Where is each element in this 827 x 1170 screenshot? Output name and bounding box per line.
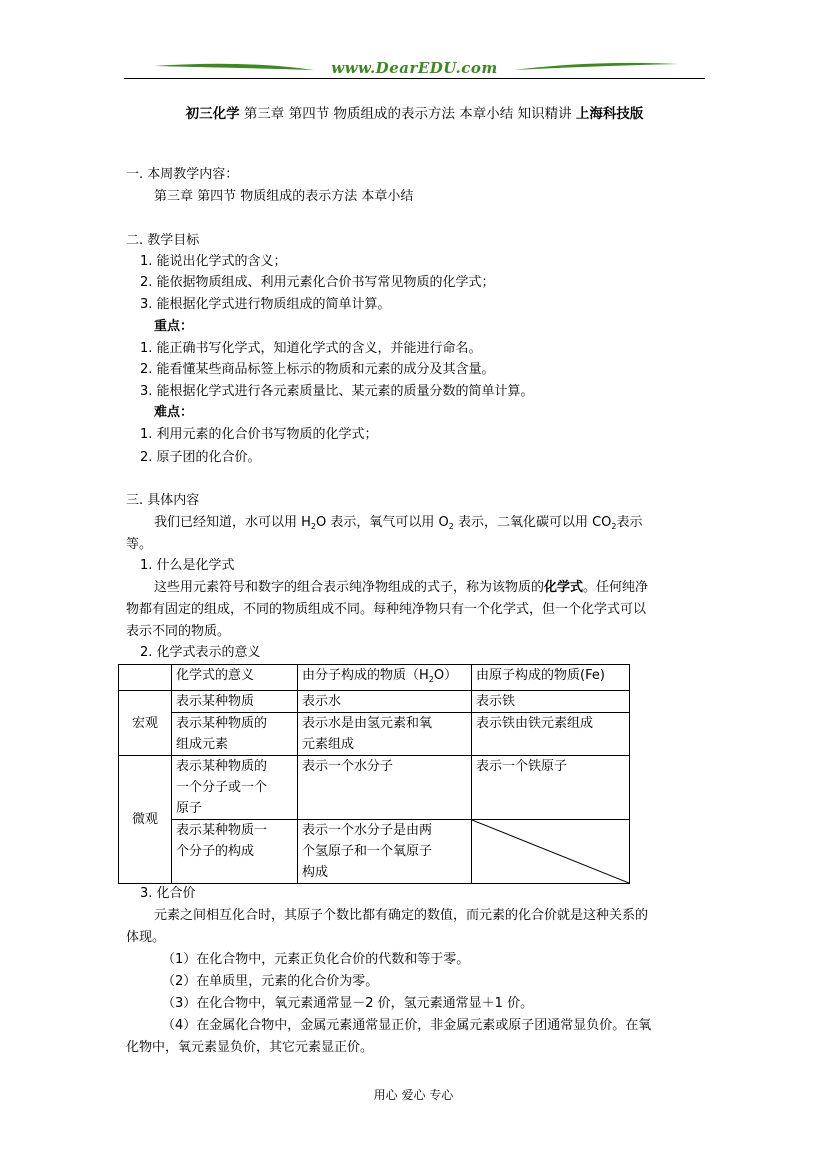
goal-item: 2. 能依据物质组成、利用元素化合价书写常见物质的化学式； [140,275,495,290]
difficult-point-item: 1. 利用元素的化合价书写物质的化学式； [140,427,378,442]
table-cell: 表示某种物质的 组成元素 [172,713,298,756]
table-cell: 表示一个铁原子 [472,756,630,820]
rule-item: （3）在化合物中，氧元素通常显－2 价，氢元素通常显＋1 价。 [162,996,534,1011]
table-corner-cell [119,665,172,691]
item1-paragraph-cont: 表示不同的物质。 [126,624,231,639]
rule-item: （4）在金属化合物中，金属元素通常显正价，非金属元素或原子团通常显负价。在氧 [162,1018,652,1033]
section1-heading: 一. 本周教学内容： [126,167,239,182]
table-header-cell: 由分子构成的物质$(H_2O)$ [298,665,472,691]
key-point-item: 1. 能正确书写化学式，知道化学式的含义，并能进行命名。 [140,341,482,356]
goal-item: 3. 能根据化学式进行物质组成的简单计算。 [140,297,391,312]
item3-paragraph: 元素之间相互化合时，其原子个数比都有确定的数值，而元素的化合价就是这种关系的 [154,908,649,923]
item1-paragraph-cont: 物都有固定的组成，不同的物质组成不同。每种纯净物只有一个化学式，但一个化学式可以 [126,602,647,617]
section3-heading: 三. 具体内容 [126,493,200,508]
item2-title: 2. 化学式表示的意义 [140,645,261,660]
table-row [119,691,630,713]
key-point-item: 3. 能根据化学式进行各元素质量比、某元素的质量分数的简单计算。 [140,384,534,399]
micro-label: 微观 [119,756,172,884]
item1-paragraph: 这些用元素符号和数字的组合表示纯净物组成的式子，称为该物质的化学式。任何纯净 [154,580,649,595]
table-cell: 表示铁 [472,691,630,713]
site-header [124,56,705,84]
macro-label: 宏观 [119,691,172,756]
formula-meaning-table [118,664,630,884]
table-cell: 表示铁由铁元素组成 [472,713,630,756]
rule-item: （1）在化合物中，元素正负化合价的代数和等于零。 [162,952,470,967]
table-cell: 表示水是由氢元素和氧 元素组成 [298,713,472,756]
table-cell: 表示某种物质的 一个分子或一个 原子 [172,756,298,820]
empty-diagonal-cell [472,820,630,884]
key-point-item: 2. 能看懂某些商品标签上标示的物质和元素的成分及其含量。 [140,362,495,377]
header-rule [124,78,705,79]
key-points-label: 重点： [154,319,194,334]
difficult-point-item: 2. 原子团的化合价。 [140,450,261,465]
table-header-cell: 化学式的意义 [172,665,298,691]
section2-heading: 二. 教学目标 [126,233,200,248]
table-row [119,713,630,756]
section1-content: 第三章 第四节 物质组成的表示方法 本章小结 [154,189,414,204]
goal-item: 1. 能说出化学式的含义； [140,254,287,269]
table-cell: 表示一个水分子是由两 个氢原子和一个氧原子 构成 [298,820,472,884]
table-cell: 表示一个水分子 [298,756,472,820]
difficult-points-label: 难点： [154,405,194,420]
table-cell: 表示水 [298,691,472,713]
diagonal-line [472,820,629,883]
section3-intro-cont: 等。 [126,537,153,552]
table-cell: 表示某种物质 [172,691,298,713]
item3-title: 3. 化合价 [140,886,196,901]
site-logo[interactable]: www.DearEDU.com [331,59,498,77]
table-row [119,665,630,691]
rule-item: （2）在单质里，元素的化合价为零。 [162,974,379,989]
table-header-cell: 由原子构成的物质(Fe) [472,665,630,691]
page-footer: 用心 爱心 专心 [373,1088,454,1102]
rule-item-cont: 化物中，氧元素显负价，其它元素显正价。 [126,1040,374,1055]
section3-intro: 我们已经知道，水可以用 $H_2O$ 表示，氧气可以用 $O_2$ 表示，二氧化碳可以用 $CO_2$表示 [154,515,643,531]
item1-title: 1. 什么是化学式 [140,558,235,573]
page-title: 初三化学 第三章 第四节 物质组成的表示方法 本章小结 知识精讲 上海科技版 [185,106,644,122]
table-row [119,820,630,884]
table-cell: 表示某种物质一 个分子的构成 [172,820,298,884]
table-row [119,756,630,820]
item3-paragraph-cont: 体现。 [126,930,166,945]
